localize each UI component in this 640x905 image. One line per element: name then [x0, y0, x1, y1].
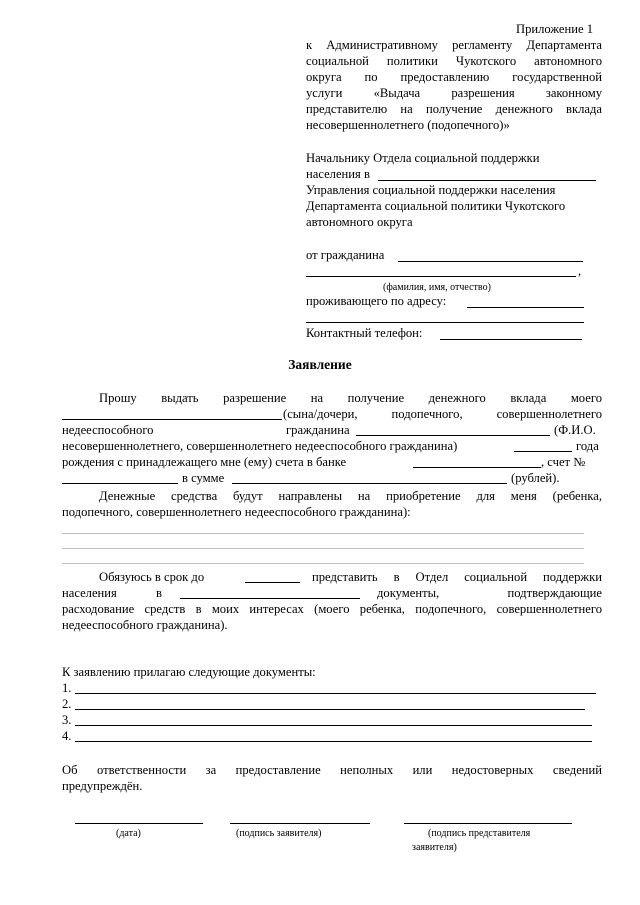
purpose-line-3[interactable] [62, 563, 584, 564]
body-line-7: Денежные средства будут направлены на приобретение для меня (ребенка, [99, 489, 602, 503]
addressee-line-2: населения в [306, 167, 370, 181]
addressee-line-1: Начальнику Отдела социальной поддержки [306, 151, 540, 165]
responsibility-line-2: предупреждён. [62, 779, 143, 793]
fio-hint: (фамилия, имя, отчество) [383, 282, 491, 293]
body-line-5a: рождения с принадлежащего мне (ему) счета в банке [62, 455, 347, 469]
fio-comma: , [578, 264, 582, 278]
attachment-number-4: 4. [62, 729, 72, 743]
attachments-intro: К заявлению прилагаю следующие документы: [62, 665, 316, 679]
body-line-8: подопечного, совершеннолетнего недееспособного гражданина): [62, 505, 411, 519]
document-title: Заявление [288, 357, 352, 372]
body-line-3c: (Ф.И.О. [554, 423, 596, 437]
birth-year-blank[interactable] [514, 451, 572, 452]
appendix-line-4: услуги «Выдача разрешения законному [306, 86, 602, 100]
responsibility-line-1: Об ответственности за предоставление неполных или недостоверных сведений [62, 763, 602, 777]
attachment-number-1: 1. [62, 681, 72, 695]
appendix-line-1: к Административному регламенту Департамента [306, 38, 602, 52]
child-name-blank[interactable] [62, 419, 282, 420]
appendix-line-6: несовершеннолетнего (подопечного)» [306, 118, 510, 132]
appendix-line-3: округа по предоставлению государственной [306, 70, 602, 84]
applicant-signature-blank[interactable] [230, 823, 370, 824]
body-line-4b: года [576, 439, 599, 453]
from-blank[interactable] [398, 261, 583, 262]
ward-name-blank[interactable] [356, 435, 550, 436]
fio-blank[interactable] [306, 276, 576, 277]
body-line-4a: несовершеннолетнего, совершеннолетнего недееспособного гражданина) [62, 439, 458, 453]
attachment-number-2: 2. [62, 697, 72, 711]
body-line-9b: представить в Отдел социальной поддержки [312, 570, 602, 584]
address-blank[interactable] [467, 307, 584, 308]
date-caption: (дата) [116, 828, 141, 839]
amount-blank[interactable] [232, 483, 507, 484]
bank-blank[interactable] [413, 467, 541, 468]
attachment-blank-3[interactable] [75, 725, 592, 726]
body-line-11: расходование средств в моих интересах (моего ребенка, подопечного, совершеннолетнего [62, 602, 602, 616]
department-blank[interactable] [378, 180, 596, 181]
attachment-blank-1[interactable] [75, 693, 596, 694]
representative-signature-caption-1: (подпись представителя [428, 828, 531, 839]
body-line-2: (сына/дочери, подопечного, совершеннолетнего [283, 407, 602, 421]
deadline-blank[interactable] [245, 582, 300, 583]
body-line-6a: в сумме [182, 471, 225, 485]
purpose-line-1[interactable] [62, 533, 584, 534]
attachment-blank-2[interactable] [75, 709, 585, 710]
addressee-line-4: Департамента социальной политики Чукотского [306, 199, 566, 213]
body-line-9a: Обязуюсь в срок до [99, 570, 205, 584]
appendix-line-5: представителю на получение денежного вклада [306, 102, 602, 116]
body-line-12: недееспособного гражданина). [62, 618, 228, 632]
address-blank-2[interactable] [306, 322, 584, 323]
appendix-line-2: социальной политики Чукотского автономного [306, 54, 602, 68]
addressee-line-5: автономного округа [306, 215, 413, 229]
representative-signature-caption-2: заявителя) [412, 842, 457, 853]
account-blank[interactable] [62, 483, 178, 484]
from-label: от гражданина [306, 248, 385, 262]
body-line-1: Прошу выдать разрешение на получение денежного вклада моего [99, 391, 602, 405]
body-line-5b: , счет № [541, 455, 586, 469]
body-line-10b: документы, подтверждающие [377, 586, 602, 600]
body-line-3a: недееспособного [62, 423, 154, 437]
phone-label: Контактный телефон: [306, 326, 423, 340]
date-blank[interactable] [75, 823, 203, 824]
body-line-3b: гражданина [286, 423, 350, 437]
phone-blank[interactable] [440, 339, 582, 340]
representative-signature-blank[interactable] [404, 823, 572, 824]
applicant-signature-caption: (подпись заявителя) [236, 828, 322, 839]
department-blank-2[interactable] [180, 598, 360, 599]
body-line-6b: (рублей). [511, 471, 560, 485]
body-line-10a: населения в [62, 586, 162, 600]
attachment-blank-4[interactable] [75, 741, 592, 742]
attachment-number-3: 3. [62, 713, 72, 727]
purpose-line-2[interactable] [62, 548, 584, 549]
address-label: проживающего по адресу: [306, 294, 447, 308]
appendix-title: Приложение 1 [516, 22, 594, 36]
addressee-line-3: Управления социальной поддержки населения [306, 183, 556, 197]
